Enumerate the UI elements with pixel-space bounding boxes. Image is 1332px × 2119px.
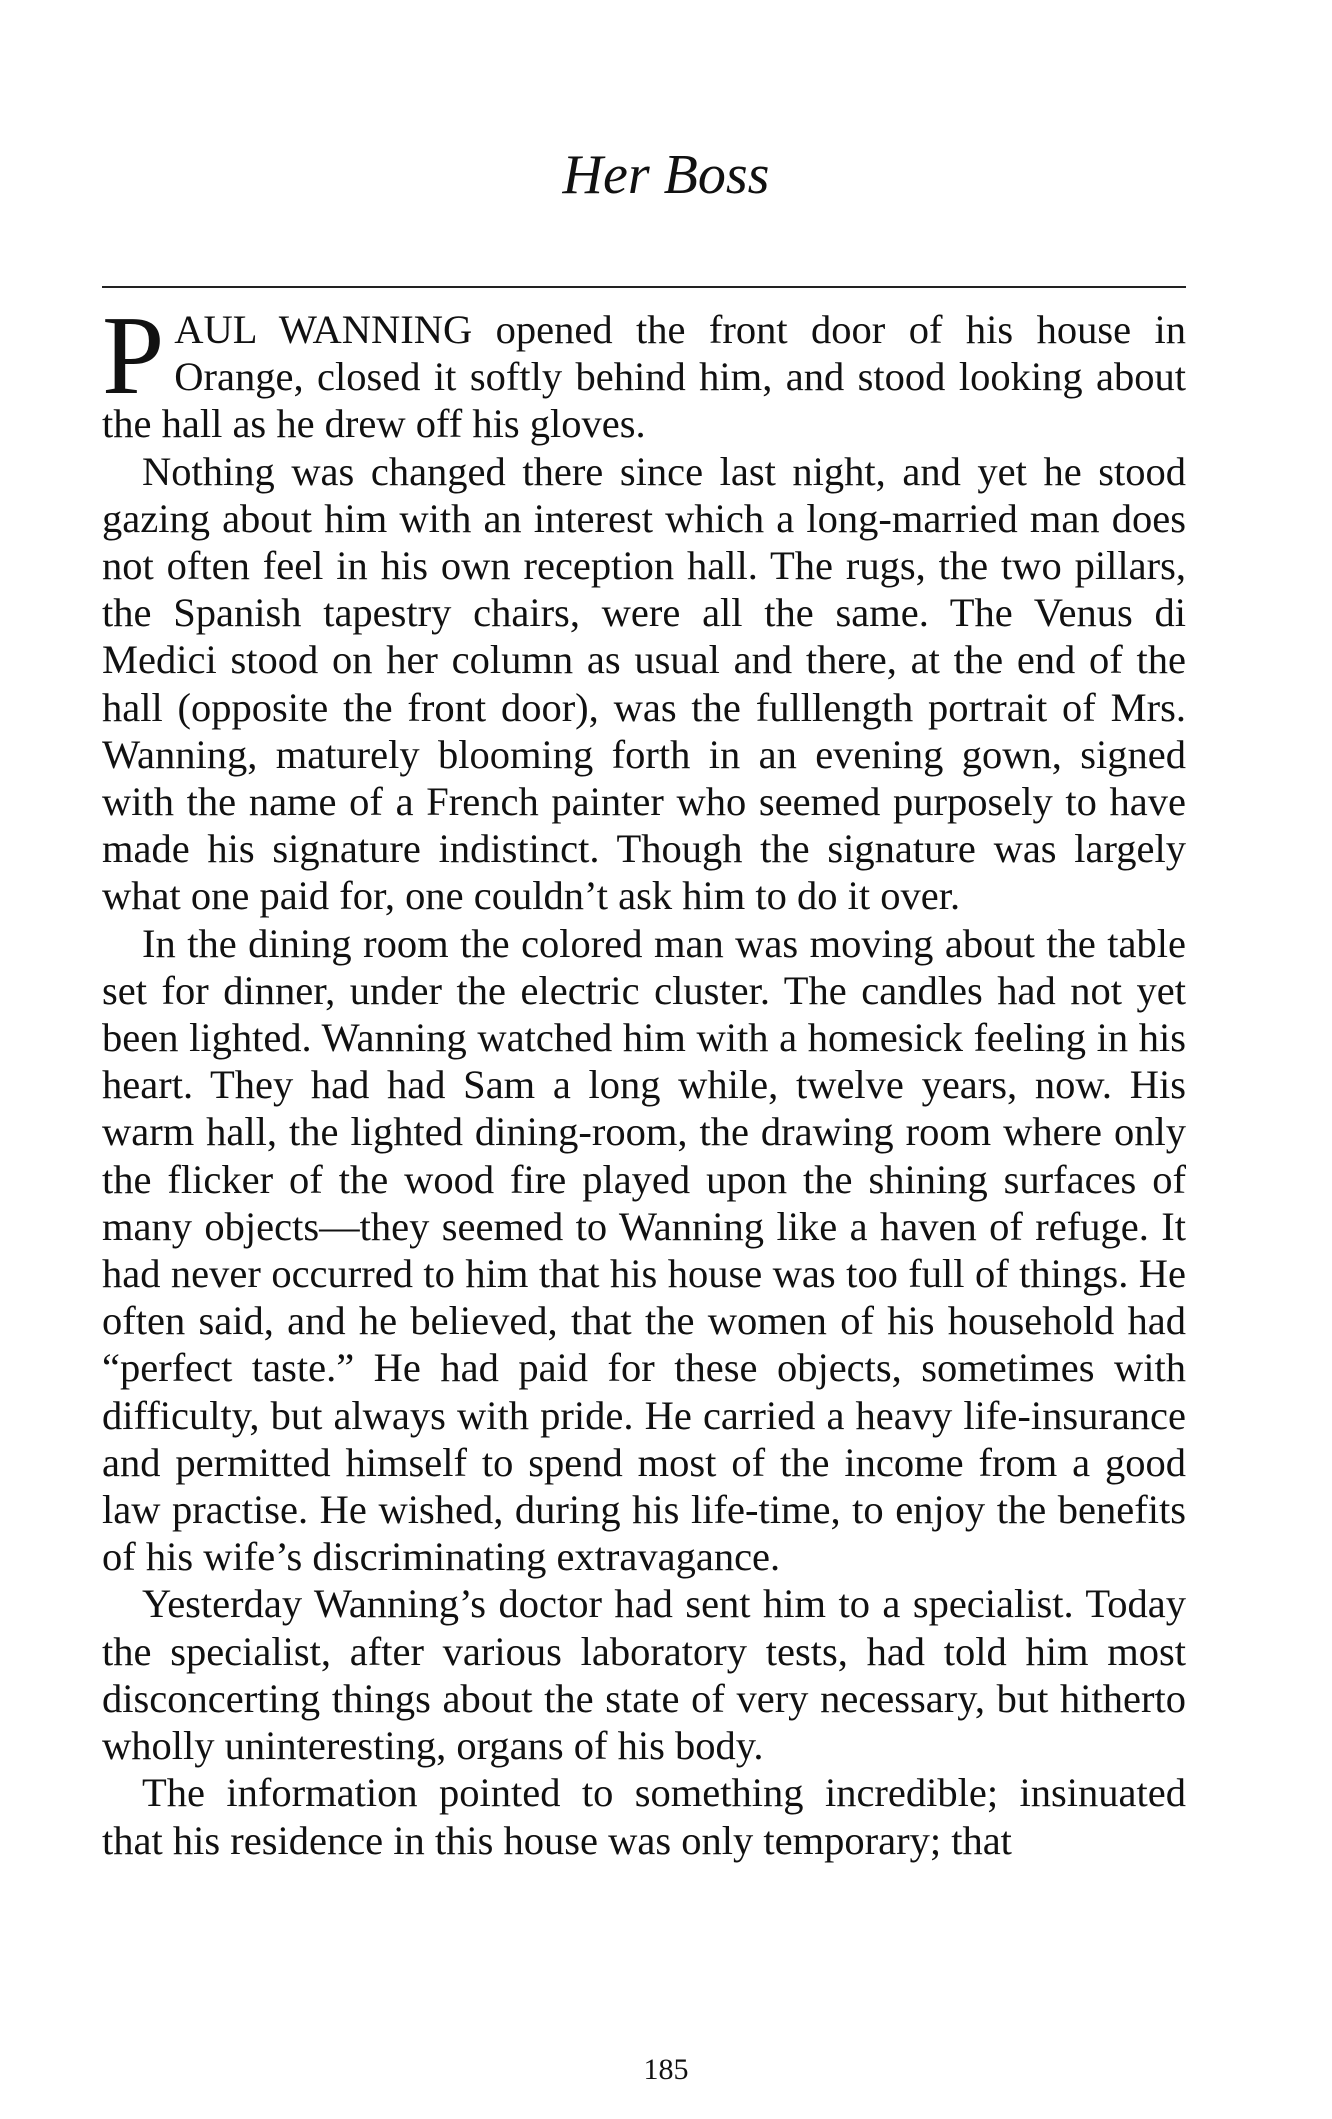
chapter-title: Her Boss	[562, 144, 770, 206]
paragraph-3: In the dining room the colored man was moving about the table set for dinner, under the electric cluster. The candles had not yet been lighted. Wanning watched him with a homesick feeling in his heart. They had had Sam a long while, twelve years, now. His warm hall, the lighted dining-room, the drawing room where only the flicker of the wood fire played upon the shining surfaces of many objects—they seemed to Wanning like a haven of refuge. It had never occurred to him that his house was too full of things. He often said, and he believed, that the women of his household had “perfect taste.” He had paid for these objects, sometimes with difficulty, but always with pride. He carried a heavy life-insurance and permitted himself to spend most of the income from a good law practise. He wished, during his life-time, to enjoy the benefits of his wife’s discriminating extravagance.	[102, 920, 1186, 1580]
paragraph-4: Yesterday Wanning’s doctor had sent him to a specialist. Today the specialist, after various laboratory tests, had told him most disconcerting things about the state of very necessary, but hitherto wholly uninteresting, organs of his body.	[102, 1581, 1186, 1769]
opening-small-caps: AUL WANNING	[174, 307, 473, 352]
drop-cap: P	[102, 294, 165, 418]
paragraph-1	[102, 294, 1186, 448]
paragraph-2: Nothing was changed there since last night, and yet he stood gazing about him with an interest which a long-married man does not often feel in his own reception hall. The rugs, the two pillars, the Spanish tapestry chairs, were all the same. The Venus di Medici stood on her column as usual and there, at the end of the hall (opposite the front door), was the fulllength portrait of Mrs. Wanning, maturely blooming forth in an evening gown, signed with the name of a French painter who seemed purposely to have made his signature indistinct. Though the signature was largely what one paid for, one couldn’t ask him to do it over.	[102, 448, 1186, 919]
paragraph-5: The information pointed to something incredible; insinuated that his residence in this house was only temporary; that	[102, 1770, 1186, 1863]
page-number: 185	[643, 2053, 689, 2086]
story-text	[102, 294, 1186, 1864]
paragraph-1-text: opened the front door of his house in Orange, closed it softly behind him, and stood looking about the hall as he drew off his gloves.	[102, 307, 1186, 447]
title-rule	[102, 286, 1186, 288]
